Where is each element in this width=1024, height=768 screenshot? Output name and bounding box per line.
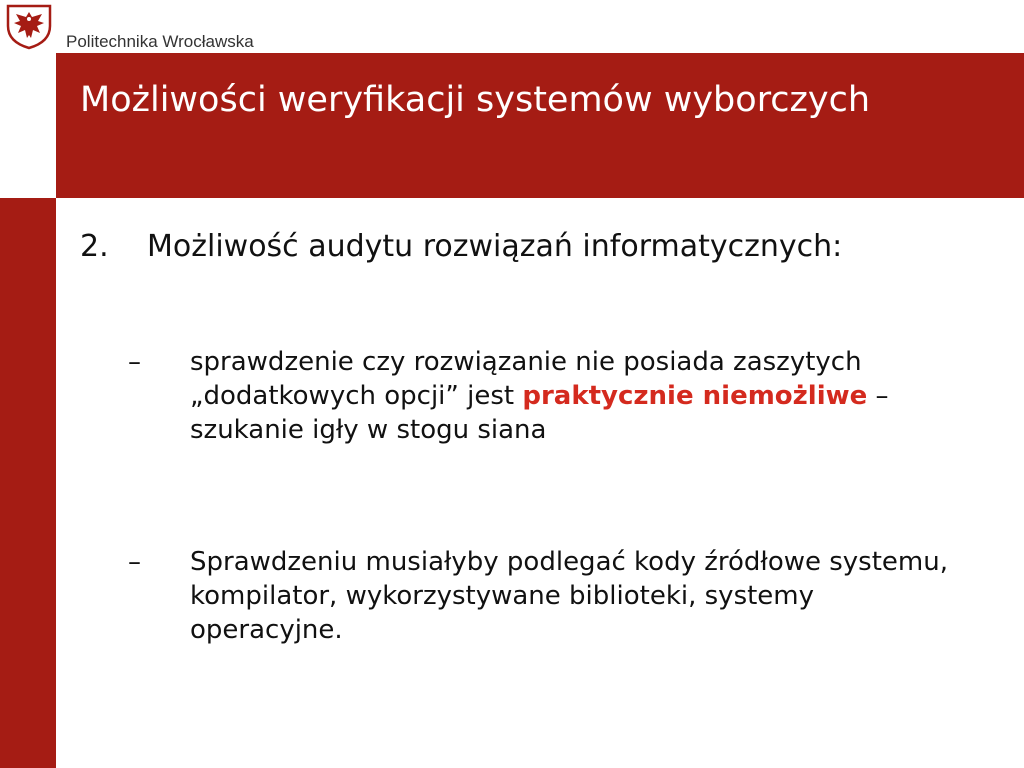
list-item-number: 2. bbox=[80, 229, 109, 264]
slide-content bbox=[0, 215, 1024, 768]
university-eagle-crest-icon bbox=[6, 4, 52, 50]
header bbox=[0, 0, 1024, 53]
slide-title: Możliwości weryfikacji systemów wyborczych bbox=[80, 80, 871, 120]
sub-item-dash: – bbox=[128, 547, 141, 577]
highlight-text: praktycznie niemożliwe bbox=[522, 381, 868, 411]
sub-item bbox=[128, 545, 958, 647]
list-item-text: Możliwość audytu rozwiązań informatycznych: bbox=[147, 229, 843, 264]
list-item bbox=[80, 227, 940, 267]
sub-item-text-before: sprawdzenie czy rozwiązanie nie posiada zaszytych „dodatkowych opcji” jest bbox=[190, 347, 862, 411]
sub-item-dash: – bbox=[128, 347, 141, 377]
university-name: Politechnika Wrocławska bbox=[66, 32, 254, 51]
sub-item bbox=[128, 345, 958, 447]
sub-item-text bbox=[190, 345, 958, 447]
sub-item-text-after: – szukanie igły w stogu siana bbox=[190, 381, 889, 445]
title-band bbox=[56, 53, 1024, 198]
sub-item-text: Sprawdzeniu musiałyby podlegać kody źródłowe systemu, kompilator, wykorzystywane biblioteki, systemy operacyjne. bbox=[190, 547, 948, 645]
